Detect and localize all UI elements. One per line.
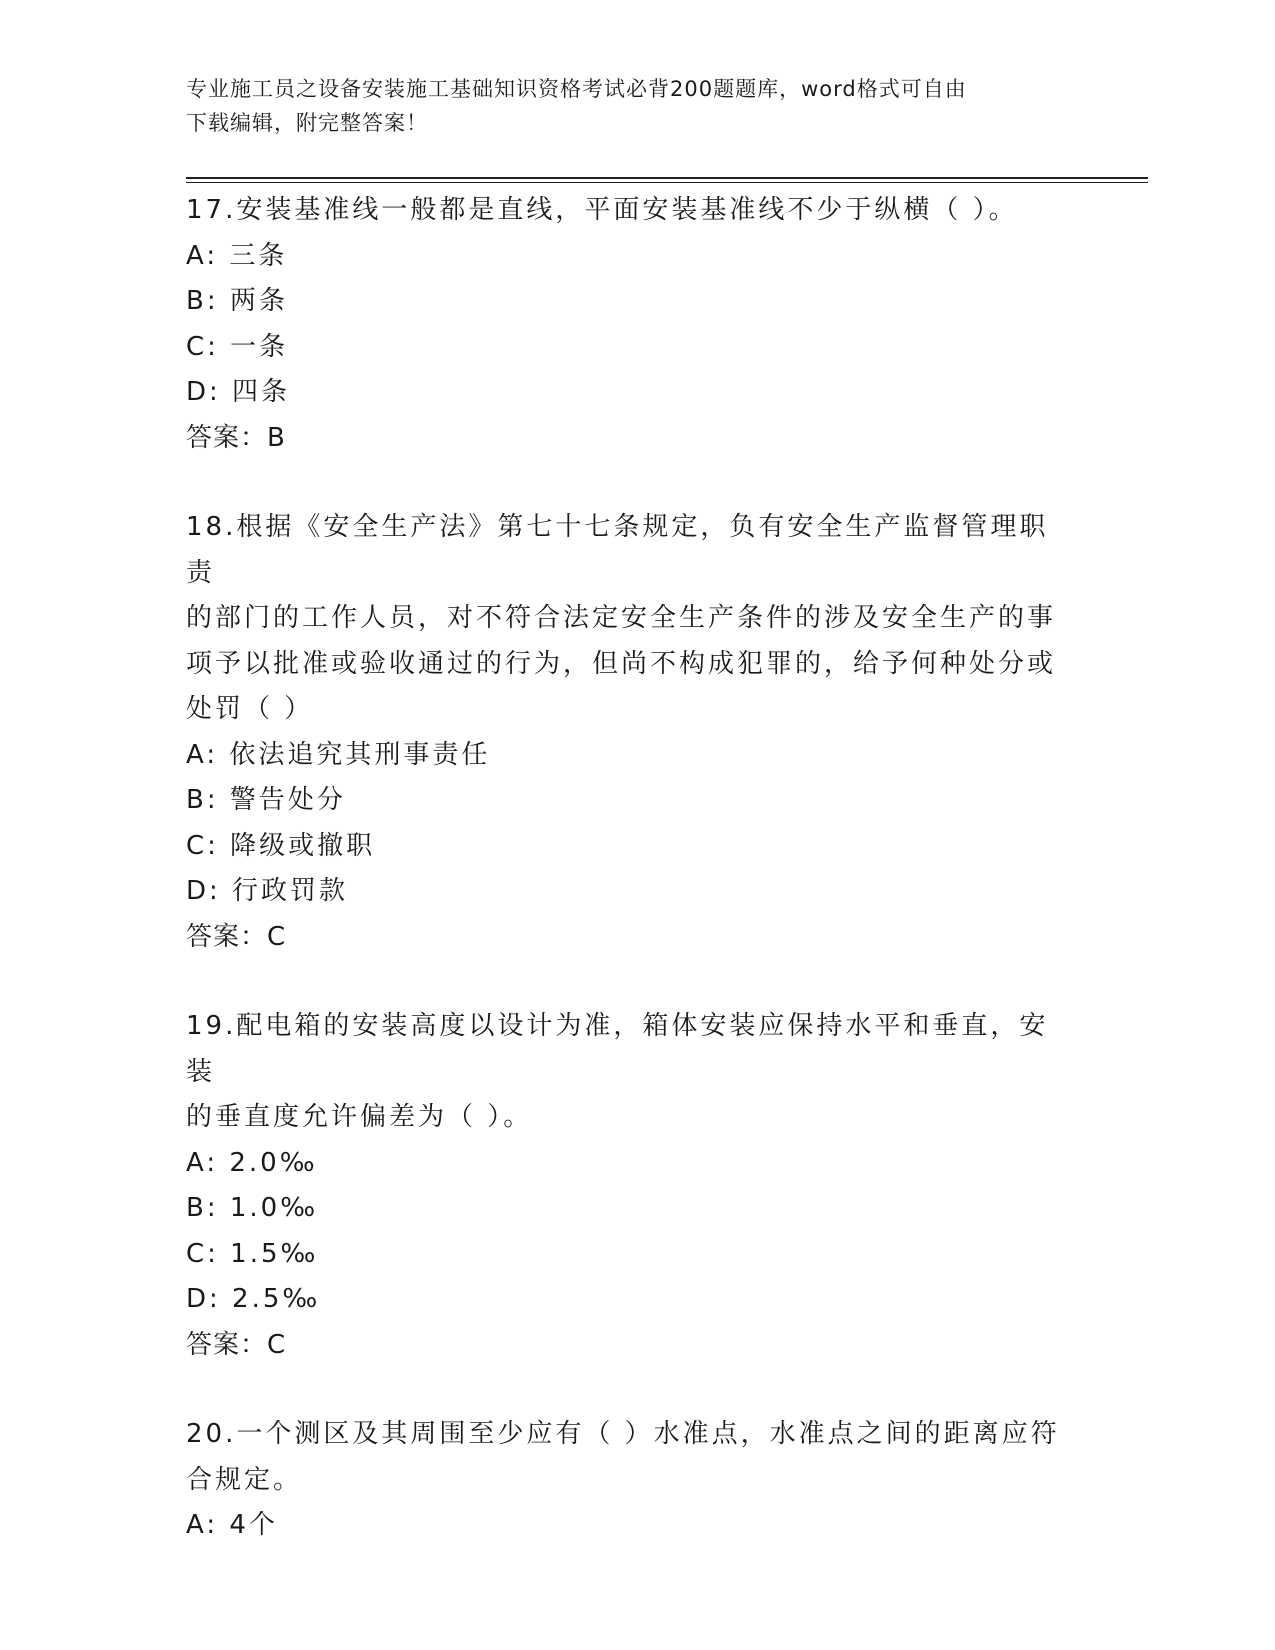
question-stem-line: 18.根据《安全生产法》第七十七条规定，负有安全生产监督管理职责 [186, 512, 1049, 588]
question-stem [186, 1004, 1076, 1141]
option-b: B: 两条 [186, 286, 288, 316]
header-title-line-1: 专业施工员之设备安装施工基础知识资格考试必背200题题库，word格式可自由 [186, 77, 967, 101]
option-b: B: 1.0‰ [186, 1193, 319, 1223]
option-a: A: 依法追究其刑事责任 [186, 739, 491, 770]
question-stem-line: 19.配电箱的安装高度以设计为准，箱体安装应保持水平和垂直，安装 [186, 1011, 1049, 1087]
question-stem-line: 的垂直度允许偏差为（ ）。 [186, 1102, 533, 1132]
option-c: C: 一条 [186, 331, 289, 362]
option-a: A: 4个 [186, 1510, 278, 1540]
header-divider-thin [186, 182, 1148, 183]
option-d: D: 行政罚款 [186, 876, 349, 906]
option-c: C: 降级或撤职 [186, 830, 376, 861]
question-stem-line: 17.安装基准线一般都是直线，平面安装基准线不少于纵横（ ）。 [186, 195, 1018, 225]
answer-label: 答案：B [186, 422, 286, 453]
question-stem-line: 合规定。 [186, 1464, 303, 1495]
option-d: D: 四条 [186, 377, 291, 407]
document-header [186, 72, 1066, 140]
option-a: A: 三条 [186, 240, 288, 271]
question-stem [186, 188, 1076, 234]
question-18 [186, 505, 1076, 960]
option-b: B: 警告处分 [186, 785, 346, 815]
header-title-line-2: 下载编辑，附完整答案！ [186, 111, 428, 135]
option-a: A: 2.0‰ [186, 1147, 318, 1178]
answer-label: 答案：C [186, 921, 287, 952]
question-stem [186, 1412, 1076, 1503]
question-stem-line: 的部门的工作人员，对不符合法定安全生产条件的涉及安全生产的事 [186, 603, 1057, 633]
question-stem [186, 505, 1076, 733]
question-stem-line: 20.一个测区及其周围至少应有（ ）水准点，水准点之间的距离应符 [186, 1419, 1060, 1449]
question-20 [186, 1412, 1076, 1549]
option-d: D: 2.5‰ [186, 1284, 321, 1314]
question-stem-line: 项予以批准或验收通过的行为，但尚不构成犯罪的，给予何种处分或 [186, 648, 1057, 679]
answer-label: 答案：C [186, 1329, 287, 1360]
header-divider-thick [186, 177, 1148, 179]
question-stem-line: 处罚（ ） [186, 694, 314, 724]
option-c: C: 1.5‰ [186, 1238, 319, 1269]
question-17 [186, 188, 1076, 461]
question-19 [186, 1004, 1076, 1368]
question-list [186, 188, 1076, 1593]
